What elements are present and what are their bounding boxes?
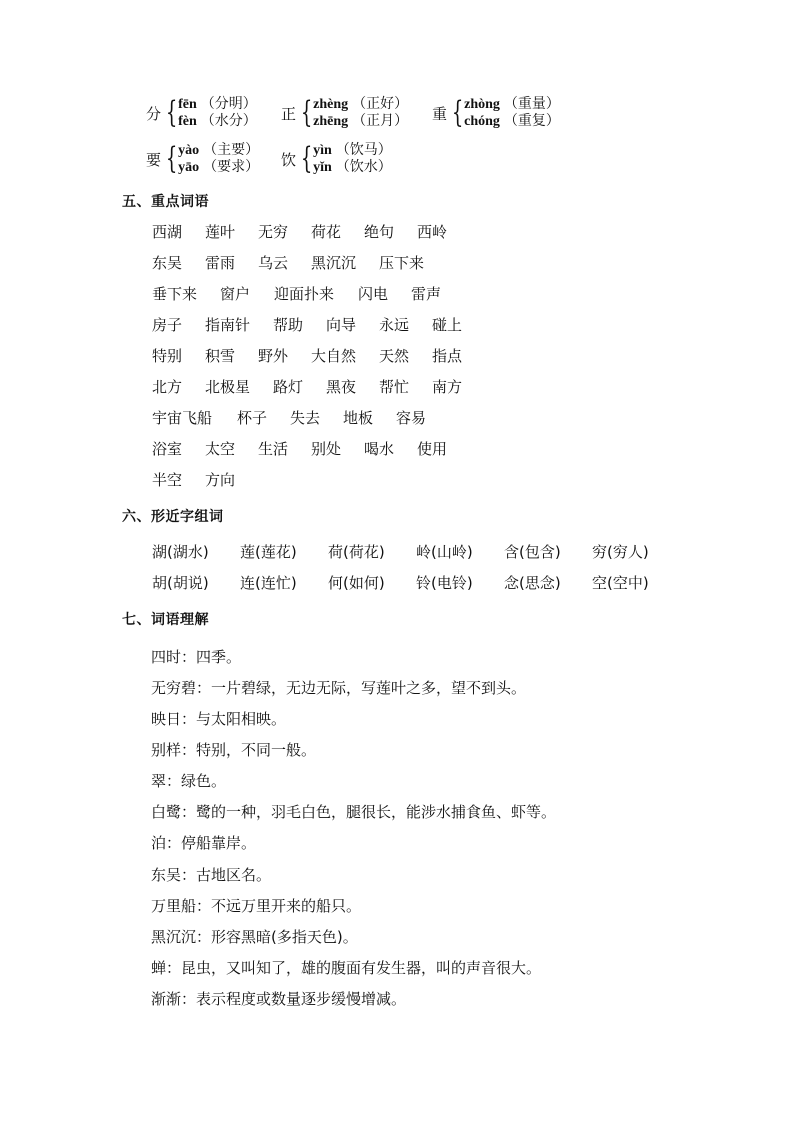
word: 莲叶 bbox=[205, 223, 236, 241]
word: 生活 bbox=[258, 440, 289, 458]
poly-char: 饮 bbox=[281, 150, 297, 169]
word: 野外 bbox=[258, 347, 289, 365]
similar-char-item: 空(空中) bbox=[592, 574, 649, 592]
example-word: （正月） bbox=[352, 113, 409, 129]
word: 天然 bbox=[379, 347, 410, 365]
word: 浴室 bbox=[152, 440, 183, 458]
word: 房子 bbox=[152, 316, 183, 334]
example-word: （饮水） bbox=[335, 159, 392, 175]
poly-char: 重 bbox=[432, 104, 448, 123]
definition-line: 白鹭：鹭的一种，羽毛白色，腿很长，能涉水捕食鱼、虾等。 bbox=[151, 803, 557, 821]
similar-char-item: 连(连忙) bbox=[240, 574, 297, 592]
similar-char-item: 何(如何) bbox=[328, 574, 385, 592]
word: 特别 bbox=[152, 347, 183, 365]
word: 北极星 bbox=[205, 378, 251, 396]
pinyin: yǐn bbox=[313, 160, 332, 175]
example-word: （正好） bbox=[352, 96, 409, 112]
word: 雷雨 bbox=[205, 254, 236, 272]
similar-char-item: 穷(穷人) bbox=[592, 543, 649, 561]
word: 南方 bbox=[432, 378, 463, 396]
word: 路灯 bbox=[273, 378, 304, 396]
word: 宇宙飞船 bbox=[152, 409, 213, 427]
pinyin: yāo bbox=[178, 160, 200, 175]
section-heading: 七、词语理解 bbox=[122, 612, 209, 628]
word: 迎面扑来 bbox=[274, 285, 335, 303]
word: 大自然 bbox=[311, 347, 357, 365]
word: 积雪 bbox=[205, 347, 236, 365]
poly-char: 分 bbox=[146, 104, 162, 123]
word: 垂下来 bbox=[152, 285, 198, 303]
example-word: （饮马） bbox=[335, 142, 392, 158]
similar-char-item: 岭(山岭) bbox=[416, 543, 473, 561]
word: 西湖 bbox=[152, 223, 183, 241]
definition-line: 蝉：昆虫，又叫知了，雄的腹面有发生器，叫的声音很大。 bbox=[151, 959, 542, 977]
brace-icon: { bbox=[165, 141, 178, 176]
word: 杯子 bbox=[237, 409, 268, 427]
definition-line: 东吴：古地区名。 bbox=[151, 866, 272, 884]
word: 北方 bbox=[152, 378, 183, 396]
polyphonic-zheng bbox=[281, 96, 408, 130]
similar-char-item: 胡(胡说) bbox=[152, 574, 209, 592]
pinyin: yào bbox=[178, 143, 200, 158]
word: 方向 bbox=[205, 471, 236, 489]
definition-line: 映日：与太阳相映。 bbox=[151, 710, 287, 728]
word: 荷花 bbox=[311, 223, 342, 241]
definition-line: 无穷碧：一片碧绿，无边无际，写莲叶之多，望不到头。 bbox=[151, 679, 527, 697]
definition-line: 泊：停船靠岸。 bbox=[151, 834, 257, 852]
word: 使用 bbox=[417, 440, 448, 458]
similar-char-item: 湖(湖水) bbox=[152, 543, 209, 561]
word: 西岭 bbox=[417, 223, 448, 241]
polyphonic-yin bbox=[281, 142, 392, 176]
example-word: （分明） bbox=[200, 96, 257, 112]
section-heading: 六、形近字组词 bbox=[122, 509, 224, 525]
pinyin: yìn bbox=[313, 143, 332, 158]
word: 窗户 bbox=[220, 285, 251, 303]
word: 向导 bbox=[326, 316, 357, 334]
word: 永远 bbox=[379, 316, 410, 334]
poly-char: 要 bbox=[146, 150, 162, 169]
word: 雷声 bbox=[411, 285, 442, 303]
word: 别处 bbox=[311, 440, 342, 458]
word: 绝句 bbox=[364, 223, 395, 241]
definition-line: 万里船：不远万里开来的船只。 bbox=[151, 897, 362, 915]
pinyin: zhèng bbox=[313, 97, 349, 112]
word: 东吴 bbox=[152, 254, 183, 272]
word: 闪电 bbox=[358, 285, 389, 303]
pinyin: zhòng bbox=[464, 97, 500, 112]
polyphonic-zhong bbox=[432, 96, 560, 130]
definition-line: 四时：四季。 bbox=[151, 648, 242, 666]
word: 失去 bbox=[290, 409, 321, 427]
pinyin: zhēng bbox=[313, 114, 349, 129]
word: 帮助 bbox=[273, 316, 304, 334]
similar-char-item: 含(包含) bbox=[504, 543, 561, 561]
word: 指南针 bbox=[205, 316, 251, 334]
example-word: （要求） bbox=[203, 159, 260, 175]
word: 无穷 bbox=[258, 223, 289, 241]
polyphonic-fen bbox=[146, 96, 257, 130]
brace-icon: { bbox=[300, 141, 313, 176]
pinyin: fèn bbox=[178, 114, 197, 129]
example-word: （水分） bbox=[200, 113, 257, 129]
brace-icon: { bbox=[165, 95, 178, 130]
similar-char-item: 荷(荷花) bbox=[328, 543, 385, 561]
word: 地板 bbox=[343, 409, 374, 427]
example-word: （重量） bbox=[503, 96, 560, 112]
definition-line: 翠：绿色。 bbox=[151, 772, 227, 790]
example-word: （主要） bbox=[203, 142, 260, 158]
word: 黑夜 bbox=[326, 378, 357, 396]
word: 乌云 bbox=[258, 254, 289, 272]
definition-line: 黑沉沉：形容黑暗(多指天色)。 bbox=[151, 928, 358, 946]
definition-line: 渐渐：表示程度或数量逐步缓慢增减。 bbox=[151, 990, 407, 1008]
word: 容易 bbox=[396, 409, 427, 427]
word: 黑沉沉 bbox=[311, 254, 357, 272]
pinyin: chóng bbox=[464, 114, 500, 129]
section-heading: 五、重点词语 bbox=[122, 194, 209, 210]
example-word: （重复） bbox=[503, 113, 560, 129]
brace-icon: { bbox=[451, 95, 464, 130]
brace-icon: { bbox=[300, 95, 313, 130]
word: 半空 bbox=[152, 471, 183, 489]
pinyin: fēn bbox=[178, 97, 197, 112]
word: 压下来 bbox=[379, 254, 425, 272]
word: 帮忙 bbox=[379, 378, 410, 396]
word: 喝水 bbox=[364, 440, 395, 458]
poly-char: 正 bbox=[281, 104, 297, 123]
similar-char-item: 铃(电铃) bbox=[416, 574, 473, 592]
word: 太空 bbox=[205, 440, 236, 458]
polyphonic-yao bbox=[146, 142, 259, 176]
definition-line: 别样：特别，不同一般。 bbox=[151, 741, 317, 759]
word: 碰上 bbox=[432, 316, 463, 334]
word: 指点 bbox=[432, 347, 463, 365]
similar-char-item: 莲(莲花) bbox=[240, 543, 297, 561]
similar-char-item: 念(思念) bbox=[504, 574, 561, 592]
